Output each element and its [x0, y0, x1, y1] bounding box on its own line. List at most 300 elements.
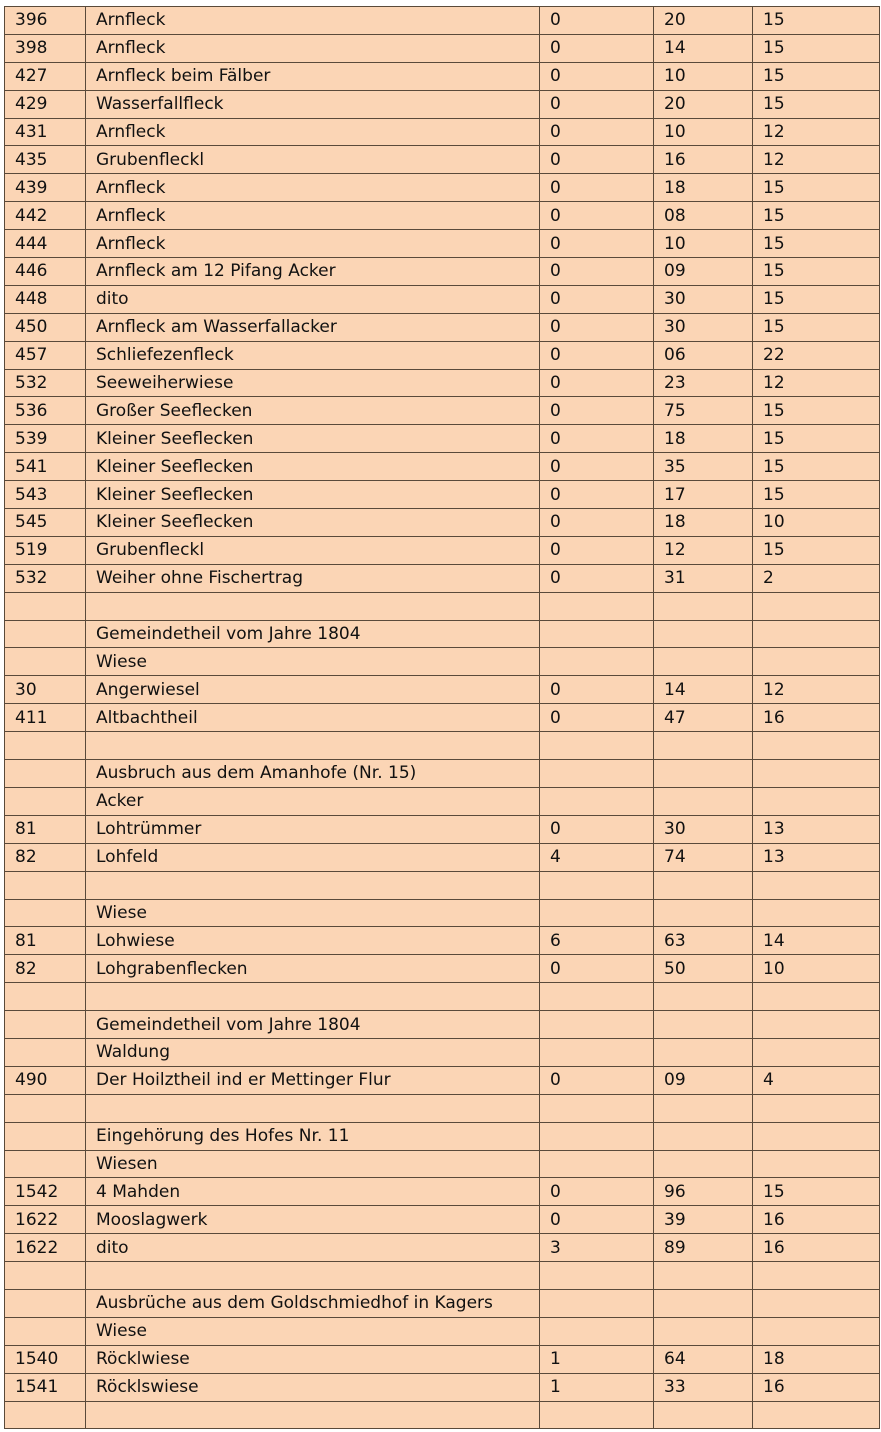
col3-value-cell	[540, 1011, 654, 1039]
col5-value-cell: 22	[753, 341, 880, 369]
col5-value-cell: 15	[753, 285, 880, 313]
description-cell: Gemeindetheil vom Jahre 1804	[86, 620, 540, 648]
col4-value-cell: 06	[654, 341, 753, 369]
description-cell: Schliefezenfleck	[86, 341, 540, 369]
col4-value-cell: 30	[654, 285, 753, 313]
col5-value-cell	[753, 983, 880, 1011]
col4-value-cell: 30	[654, 815, 753, 843]
col4-value-cell: 31	[654, 564, 753, 592]
col3-value-cell: 0	[540, 481, 654, 509]
col4-value-cell: 35	[654, 453, 753, 481]
col4-value-cell: 10	[654, 62, 753, 90]
description-cell: Arnfleck	[86, 202, 540, 230]
col5-value-cell	[753, 1289, 880, 1317]
col3-value-cell: 0	[540, 7, 654, 35]
plot-number-cell: 519	[5, 536, 86, 564]
table-row	[5, 1150, 880, 1178]
col3-value-cell	[540, 620, 654, 648]
table-row	[5, 704, 880, 732]
col3-value-cell: 0	[540, 1206, 654, 1234]
plot-number-cell: 81	[5, 927, 86, 955]
col5-value-cell	[753, 1150, 880, 1178]
table-row	[5, 7, 880, 35]
col3-value-cell: 0	[540, 174, 654, 202]
col4-value-cell: 18	[654, 509, 753, 537]
col3-value-cell: 0	[540, 564, 654, 592]
col5-value-cell	[753, 1038, 880, 1066]
col3-value-cell	[540, 1038, 654, 1066]
plot-number-cell: 435	[5, 146, 86, 174]
col3-value-cell: 0	[540, 34, 654, 62]
col4-value-cell	[654, 648, 753, 676]
table-row	[5, 760, 880, 788]
col4-value-cell: 20	[654, 90, 753, 118]
table-row	[5, 983, 880, 1011]
col3-value-cell: 0	[540, 146, 654, 174]
table-row	[5, 62, 880, 90]
plot-number-cell: 1541	[5, 1373, 86, 1401]
table-row	[5, 258, 880, 286]
plot-number-cell	[5, 620, 86, 648]
col5-value-cell: 15	[753, 425, 880, 453]
table-row	[5, 787, 880, 815]
table-row	[5, 871, 880, 899]
col3-value-cell	[540, 1094, 654, 1122]
description-cell: Gemeindetheil vom Jahre 1804	[86, 1011, 540, 1039]
description-cell: Grubenfleckl	[86, 146, 540, 174]
col5-value-cell: 12	[753, 146, 880, 174]
col3-value-cell: 0	[540, 313, 654, 341]
col5-value-cell: 15	[753, 7, 880, 35]
col5-value-cell	[753, 899, 880, 927]
description-cell: Arnfleck	[86, 230, 540, 258]
description-cell: Lohgrabenflecken	[86, 955, 540, 983]
col5-value-cell: 15	[753, 174, 880, 202]
col5-value-cell: 15	[753, 453, 880, 481]
plot-number-cell: 427	[5, 62, 86, 90]
plot-number-cell: 446	[5, 258, 86, 286]
plot-number-cell: 536	[5, 397, 86, 425]
description-cell: dito	[86, 285, 540, 313]
table-row	[5, 313, 880, 341]
table-row	[5, 481, 880, 509]
plot-number-cell: 541	[5, 453, 86, 481]
table-row	[5, 1262, 880, 1290]
description-cell: Arnfleck	[86, 34, 540, 62]
plot-number-cell: 411	[5, 704, 86, 732]
description-cell: Mooslagwerk	[86, 1206, 540, 1234]
plot-number-cell: 1622	[5, 1206, 86, 1234]
col4-value-cell	[654, 1150, 753, 1178]
plot-number-cell: 1540	[5, 1345, 86, 1373]
col5-value-cell: 15	[753, 536, 880, 564]
description-cell: Röcklwiese	[86, 1345, 540, 1373]
col4-value-cell	[654, 1122, 753, 1150]
ledger-body	[5, 7, 880, 1429]
description-cell	[86, 1401, 540, 1429]
col4-value-cell: 09	[654, 1066, 753, 1094]
description-cell: Acker	[86, 787, 540, 815]
col5-value-cell	[753, 1122, 880, 1150]
col3-value-cell: 0	[540, 536, 654, 564]
col5-value-cell	[753, 1317, 880, 1345]
description-cell: Arnfleck am Wasserfallacker	[86, 313, 540, 341]
plot-number-cell: 82	[5, 843, 86, 871]
col3-value-cell	[540, 983, 654, 1011]
col4-value-cell	[654, 1011, 753, 1039]
plot-number-cell	[5, 1038, 86, 1066]
col3-value-cell	[540, 1317, 654, 1345]
plot-number-cell	[5, 871, 86, 899]
col4-value-cell: 30	[654, 313, 753, 341]
col4-value-cell	[654, 760, 753, 788]
table-row	[5, 285, 880, 313]
col4-value-cell: 50	[654, 955, 753, 983]
col4-value-cell: 47	[654, 704, 753, 732]
plot-number-cell	[5, 1122, 86, 1150]
description-cell	[86, 871, 540, 899]
col5-value-cell: 4	[753, 1066, 880, 1094]
col4-value-cell	[654, 620, 753, 648]
description-cell: Weiher ohne Fischertrag	[86, 564, 540, 592]
plot-number-cell: 82	[5, 955, 86, 983]
description-cell: Arnfleck	[86, 174, 540, 202]
col3-value-cell: 0	[540, 815, 654, 843]
plot-number-cell: 545	[5, 509, 86, 537]
table-row	[5, 1094, 880, 1122]
description-cell: Kleiner Seeflecken	[86, 481, 540, 509]
plot-number-cell: 429	[5, 90, 86, 118]
description-cell: Arnfleck	[86, 118, 540, 146]
table-row	[5, 453, 880, 481]
col5-value-cell: 10	[753, 955, 880, 983]
col4-value-cell: 75	[654, 397, 753, 425]
description-cell: Seeweiherwiese	[86, 369, 540, 397]
col4-value-cell: 10	[654, 118, 753, 146]
table-row	[5, 34, 880, 62]
plot-number-cell: 532	[5, 564, 86, 592]
description-cell: Großer Seeflecken	[86, 397, 540, 425]
description-cell: Lohtrümmer	[86, 815, 540, 843]
col5-value-cell: 10	[753, 509, 880, 537]
table-row	[5, 1234, 880, 1262]
description-cell: 4 Mahden	[86, 1178, 540, 1206]
table-row	[5, 118, 880, 146]
description-cell: Wiesen	[86, 1150, 540, 1178]
col3-value-cell	[540, 871, 654, 899]
col5-value-cell: 12	[753, 118, 880, 146]
col5-value-cell	[753, 1011, 880, 1039]
table-row	[5, 1289, 880, 1317]
col4-value-cell: 20	[654, 7, 753, 35]
col5-value-cell: 15	[753, 62, 880, 90]
table-row	[5, 509, 880, 537]
col4-value-cell	[654, 899, 753, 927]
col3-value-cell: 0	[540, 258, 654, 286]
table-row	[5, 564, 880, 592]
col3-value-cell	[540, 1289, 654, 1317]
table-row	[5, 899, 880, 927]
col5-value-cell: 16	[753, 1373, 880, 1401]
col3-value-cell: 1	[540, 1373, 654, 1401]
col3-value-cell	[540, 592, 654, 620]
col3-value-cell: 0	[540, 676, 654, 704]
description-cell: Angerwiesel	[86, 676, 540, 704]
plot-number-cell: 539	[5, 425, 86, 453]
col5-value-cell: 16	[753, 1206, 880, 1234]
col4-value-cell: 12	[654, 536, 753, 564]
col5-value-cell: 15	[753, 1178, 880, 1206]
description-cell: Ausbruch aus dem Amanhofe (Nr. 15)	[86, 760, 540, 788]
col5-value-cell: 15	[753, 90, 880, 118]
col4-value-cell: 08	[654, 202, 753, 230]
col4-value-cell: 89	[654, 1234, 753, 1262]
plot-number-cell: 398	[5, 34, 86, 62]
col5-value-cell	[753, 1094, 880, 1122]
col5-value-cell: 15	[753, 34, 880, 62]
col4-value-cell: 14	[654, 34, 753, 62]
plot-number-cell: 444	[5, 230, 86, 258]
description-cell: Grubenfleckl	[86, 536, 540, 564]
col4-value-cell: 63	[654, 927, 753, 955]
col5-value-cell: 12	[753, 369, 880, 397]
table-row	[5, 146, 880, 174]
ledger-table	[4, 6, 880, 1429]
table-row	[5, 341, 880, 369]
plot-number-cell: 439	[5, 174, 86, 202]
table-row	[5, 676, 880, 704]
col4-value-cell: 18	[654, 174, 753, 202]
col3-value-cell	[540, 732, 654, 760]
table-row	[5, 648, 880, 676]
col3-value-cell: 1	[540, 1345, 654, 1373]
col3-value-cell	[540, 1401, 654, 1429]
col5-value-cell	[753, 648, 880, 676]
col5-value-cell	[753, 871, 880, 899]
plot-number-cell	[5, 760, 86, 788]
table-row	[5, 955, 880, 983]
description-cell: Waldung	[86, 1038, 540, 1066]
description-cell: Kleiner Seeflecken	[86, 453, 540, 481]
col5-value-cell: 15	[753, 202, 880, 230]
col4-value-cell	[654, 1289, 753, 1317]
col4-value-cell	[654, 787, 753, 815]
description-cell	[86, 1094, 540, 1122]
col3-value-cell: 0	[540, 509, 654, 537]
description-cell: Arnfleck am 12 Pifang Acker	[86, 258, 540, 286]
col5-value-cell: 15	[753, 258, 880, 286]
col5-value-cell	[753, 732, 880, 760]
plot-number-cell: 396	[5, 7, 86, 35]
col3-value-cell: 0	[540, 704, 654, 732]
col4-value-cell	[654, 1038, 753, 1066]
plot-number-cell	[5, 983, 86, 1011]
plot-number-cell	[5, 1401, 86, 1429]
col3-value-cell	[540, 1122, 654, 1150]
col3-value-cell	[540, 787, 654, 815]
col4-value-cell: 33	[654, 1373, 753, 1401]
col4-value-cell: 10	[654, 230, 753, 258]
plot-number-cell	[5, 1262, 86, 1290]
col5-value-cell: 12	[753, 676, 880, 704]
col3-value-cell	[540, 1262, 654, 1290]
col3-value-cell	[540, 760, 654, 788]
plot-number-cell: 81	[5, 815, 86, 843]
col4-value-cell: 16	[654, 146, 753, 174]
plot-number-cell: 448	[5, 285, 86, 313]
col4-value-cell: 18	[654, 425, 753, 453]
col5-value-cell	[753, 1401, 880, 1429]
description-cell: Wiese	[86, 899, 540, 927]
table-row	[5, 620, 880, 648]
col3-value-cell: 0	[540, 230, 654, 258]
plot-number-cell: 543	[5, 481, 86, 509]
plot-number-cell	[5, 732, 86, 760]
plot-number-cell	[5, 1094, 86, 1122]
col3-value-cell: 0	[540, 453, 654, 481]
description-cell: Lohfeld	[86, 843, 540, 871]
col3-value-cell: 0	[540, 397, 654, 425]
table-row	[5, 397, 880, 425]
table-row	[5, 174, 880, 202]
description-cell: Wiese	[86, 648, 540, 676]
table-row	[5, 592, 880, 620]
col4-value-cell: 17	[654, 481, 753, 509]
col3-value-cell: 3	[540, 1234, 654, 1262]
table-row	[5, 815, 880, 843]
col5-value-cell: 15	[753, 230, 880, 258]
col5-value-cell	[753, 760, 880, 788]
col3-value-cell	[540, 899, 654, 927]
col5-value-cell	[753, 787, 880, 815]
description-cell: Altbachtheil	[86, 704, 540, 732]
plot-number-cell: 1622	[5, 1234, 86, 1262]
table-row	[5, 536, 880, 564]
col4-value-cell	[654, 983, 753, 1011]
table-row	[5, 1178, 880, 1206]
col4-value-cell	[654, 1094, 753, 1122]
col3-value-cell: 0	[540, 341, 654, 369]
plot-number-cell	[5, 1011, 86, 1039]
col5-value-cell: 13	[753, 815, 880, 843]
col5-value-cell: 13	[753, 843, 880, 871]
table-row	[5, 1011, 880, 1039]
col5-value-cell	[753, 620, 880, 648]
col4-value-cell	[654, 1401, 753, 1429]
table-row	[5, 90, 880, 118]
description-cell: Lohwiese	[86, 927, 540, 955]
col4-value-cell	[654, 871, 753, 899]
col4-value-cell: 23	[654, 369, 753, 397]
plot-number-cell	[5, 1289, 86, 1317]
col3-value-cell: 0	[540, 955, 654, 983]
plot-number-cell	[5, 899, 86, 927]
plot-number-cell: 457	[5, 341, 86, 369]
col3-value-cell: 0	[540, 202, 654, 230]
plot-number-cell	[5, 787, 86, 815]
col3-value-cell: 0	[540, 1066, 654, 1094]
table-row	[5, 425, 880, 453]
plot-number-cell	[5, 1317, 86, 1345]
col4-value-cell	[654, 1262, 753, 1290]
col4-value-cell: 96	[654, 1178, 753, 1206]
description-cell: Ausbrüche aus dem Goldschmiedhof in Kagers	[86, 1289, 540, 1317]
description-cell: Der Hoilztheil ind er Mettinger Flur	[86, 1066, 540, 1094]
col5-value-cell: 16	[753, 1234, 880, 1262]
col3-value-cell	[540, 1150, 654, 1178]
plot-number-cell	[5, 592, 86, 620]
description-cell: Röcklswiese	[86, 1373, 540, 1401]
table-row	[5, 843, 880, 871]
plot-number-cell	[5, 648, 86, 676]
description-cell: Arnfleck beim Fälber	[86, 62, 540, 90]
table-row	[5, 1066, 880, 1094]
table-row	[5, 1317, 880, 1345]
col3-value-cell: 0	[540, 118, 654, 146]
col4-value-cell: 74	[654, 843, 753, 871]
plot-number-cell: 1542	[5, 1178, 86, 1206]
table-row	[5, 732, 880, 760]
table-row	[5, 1122, 880, 1150]
plot-number-cell: 450	[5, 313, 86, 341]
plot-number-cell: 532	[5, 369, 86, 397]
description-cell	[86, 732, 540, 760]
plot-number-cell: 30	[5, 676, 86, 704]
plot-number-cell: 442	[5, 202, 86, 230]
description-cell: Arnfleck	[86, 7, 540, 35]
description-cell: Kleiner Seeflecken	[86, 509, 540, 537]
col3-value-cell: 0	[540, 62, 654, 90]
description-cell	[86, 592, 540, 620]
col5-value-cell: 15	[753, 481, 880, 509]
table-row	[5, 1401, 880, 1429]
plot-number-cell: 431	[5, 118, 86, 146]
table-row	[5, 1206, 880, 1234]
col4-value-cell: 09	[654, 258, 753, 286]
table-row	[5, 1038, 880, 1066]
col4-value-cell	[654, 592, 753, 620]
table-row	[5, 1373, 880, 1401]
col5-value-cell: 18	[753, 1345, 880, 1373]
col5-value-cell: 15	[753, 397, 880, 425]
col5-value-cell: 16	[753, 704, 880, 732]
col3-value-cell: 0	[540, 369, 654, 397]
table-row	[5, 369, 880, 397]
col3-value-cell	[540, 648, 654, 676]
description-cell: Eingehörung des Hofes Nr. 11	[86, 1122, 540, 1150]
col3-value-cell: 4	[540, 843, 654, 871]
description-cell: Wasserfallfleck	[86, 90, 540, 118]
col3-value-cell: 0	[540, 90, 654, 118]
col4-value-cell: 14	[654, 676, 753, 704]
description-cell: Kleiner Seeflecken	[86, 425, 540, 453]
col5-value-cell	[753, 592, 880, 620]
col4-value-cell	[654, 1317, 753, 1345]
col5-value-cell: 15	[753, 313, 880, 341]
description-cell: dito	[86, 1234, 540, 1262]
description-cell	[86, 1262, 540, 1290]
col4-value-cell: 64	[654, 1345, 753, 1373]
col5-value-cell: 2	[753, 564, 880, 592]
description-cell: Wiese	[86, 1317, 540, 1345]
col3-value-cell: 0	[540, 1178, 654, 1206]
table-row	[5, 1345, 880, 1373]
col3-value-cell: 6	[540, 927, 654, 955]
table-row	[5, 927, 880, 955]
plot-number-cell: 490	[5, 1066, 86, 1094]
col5-value-cell	[753, 1262, 880, 1290]
table-row	[5, 202, 880, 230]
